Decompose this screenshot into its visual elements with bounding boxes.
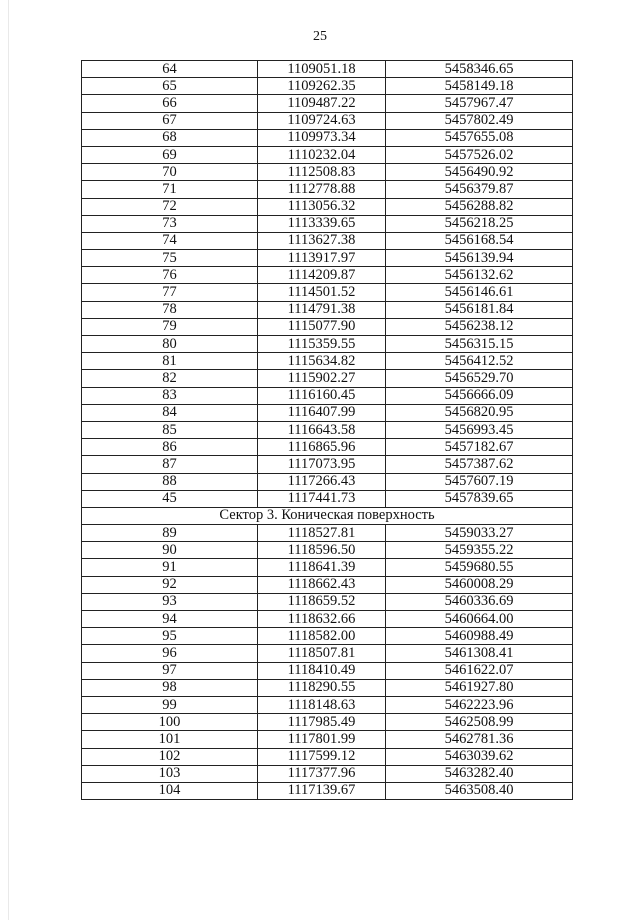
- y-coordinate-cell: 5459355.22: [386, 542, 573, 559]
- y-coordinate-cell: 5456993.45: [386, 421, 573, 438]
- y-coordinate-cell: 5458149.18: [386, 78, 573, 95]
- table-row: [82, 490, 573, 507]
- point-number-cell: 102: [82, 748, 258, 765]
- table-row: [82, 284, 573, 301]
- sector-heading-row: [82, 507, 573, 524]
- x-coordinate-cell: 1109973.34: [258, 129, 386, 146]
- point-number-cell: 87: [82, 456, 258, 473]
- x-coordinate-cell: 1118527.81: [258, 525, 386, 542]
- y-coordinate-cell: 5456666.09: [386, 387, 573, 404]
- table-row: [82, 61, 573, 78]
- point-number-cell: 104: [82, 782, 258, 799]
- point-number-cell: 77: [82, 284, 258, 301]
- point-number-cell: 80: [82, 336, 258, 353]
- x-coordinate-cell: 1116865.96: [258, 439, 386, 456]
- y-coordinate-cell: 5463282.40: [386, 765, 573, 782]
- point-number-cell: 71: [82, 181, 258, 198]
- y-coordinate-cell: 5456181.84: [386, 301, 573, 318]
- table-row: [82, 198, 573, 215]
- point-number-cell: 73: [82, 215, 258, 232]
- table-row: [82, 576, 573, 593]
- table-row: [82, 714, 573, 731]
- x-coordinate-cell: 1113339.65: [258, 215, 386, 232]
- point-number-cell: 82: [82, 370, 258, 387]
- x-coordinate-cell: 1117599.12: [258, 748, 386, 765]
- y-coordinate-cell: 5456490.92: [386, 164, 573, 181]
- point-number-cell: 103: [82, 765, 258, 782]
- x-coordinate-cell: 1113056.32: [258, 198, 386, 215]
- x-coordinate-cell: 1116643.58: [258, 421, 386, 438]
- point-number-cell: 84: [82, 404, 258, 421]
- table-row: [82, 164, 573, 181]
- point-number-cell: 97: [82, 662, 258, 679]
- x-coordinate-cell: 1117801.99: [258, 731, 386, 748]
- table-row: [82, 267, 573, 284]
- point-number-cell: 68: [82, 129, 258, 146]
- point-number-cell: 85: [82, 421, 258, 438]
- table-row: [82, 456, 573, 473]
- table-row: [82, 387, 573, 404]
- table-row: [82, 559, 573, 576]
- y-coordinate-cell: 5462781.36: [386, 731, 573, 748]
- point-number-cell: 76: [82, 267, 258, 284]
- x-coordinate-cell: 1118507.81: [258, 645, 386, 662]
- x-coordinate-cell: 1118290.55: [258, 679, 386, 696]
- table-row: [82, 215, 573, 232]
- table-row: [82, 628, 573, 645]
- x-coordinate-cell: 1118632.66: [258, 611, 386, 628]
- x-coordinate-cell: 1110232.04: [258, 146, 386, 163]
- y-coordinate-cell: 5462508.99: [386, 714, 573, 731]
- x-coordinate-cell: 1116407.99: [258, 404, 386, 421]
- point-number-cell: 86: [82, 439, 258, 456]
- table-row: [82, 645, 573, 662]
- scan-edge-line: [8, 0, 9, 920]
- y-coordinate-cell: 5460664.00: [386, 611, 573, 628]
- point-number-cell: 65: [82, 78, 258, 95]
- x-coordinate-cell: 1117985.49: [258, 714, 386, 731]
- point-number-cell: 72: [82, 198, 258, 215]
- y-coordinate-cell: 5462223.96: [386, 696, 573, 713]
- y-coordinate-cell: 5457802.49: [386, 112, 573, 129]
- x-coordinate-cell: 1118641.39: [258, 559, 386, 576]
- y-coordinate-cell: 5457607.19: [386, 473, 573, 490]
- y-coordinate-cell: 5457182.67: [386, 439, 573, 456]
- table-row: [82, 95, 573, 112]
- y-coordinate-cell: 5457655.08: [386, 129, 573, 146]
- x-coordinate-cell: 1117139.67: [258, 782, 386, 799]
- table-row: [82, 421, 573, 438]
- point-number-cell: 89: [82, 525, 258, 542]
- table-row: [82, 765, 573, 782]
- x-coordinate-cell: 1115359.55: [258, 336, 386, 353]
- y-coordinate-cell: 5460988.49: [386, 628, 573, 645]
- point-number-cell: 91: [82, 559, 258, 576]
- sector-heading: Сектор 3. Коническая поверхность: [82, 507, 573, 524]
- point-number-cell: 96: [82, 645, 258, 662]
- point-number-cell: 90: [82, 542, 258, 559]
- y-coordinate-cell: 5456412.52: [386, 353, 573, 370]
- y-coordinate-cell: 5457839.65: [386, 490, 573, 507]
- point-number-cell: 92: [82, 576, 258, 593]
- x-coordinate-cell: 1118662.43: [258, 576, 386, 593]
- table-row: [82, 679, 573, 696]
- x-coordinate-cell: 1109051.18: [258, 61, 386, 78]
- table-row: [82, 542, 573, 559]
- coordinates-table: [81, 60, 573, 800]
- x-coordinate-cell: 1118659.52: [258, 593, 386, 610]
- table-row: [82, 112, 573, 129]
- table-row: [82, 404, 573, 421]
- x-coordinate-cell: 1109487.22: [258, 95, 386, 112]
- y-coordinate-cell: 5456315.15: [386, 336, 573, 353]
- x-coordinate-cell: 1114501.52: [258, 284, 386, 301]
- table-row: [82, 232, 573, 249]
- table-row: [82, 301, 573, 318]
- y-coordinate-cell: 5460336.69: [386, 593, 573, 610]
- y-coordinate-cell: 5461622.07: [386, 662, 573, 679]
- y-coordinate-cell: 5457967.47: [386, 95, 573, 112]
- point-number-cell: 67: [82, 112, 258, 129]
- point-number-cell: 98: [82, 679, 258, 696]
- table-row: [82, 439, 573, 456]
- table-row: [82, 731, 573, 748]
- x-coordinate-cell: 1113917.97: [258, 250, 386, 267]
- table-row: [82, 129, 573, 146]
- x-coordinate-cell: 1115902.27: [258, 370, 386, 387]
- point-number-cell: 64: [82, 61, 258, 78]
- y-coordinate-cell: 5460008.29: [386, 576, 573, 593]
- table-row: [82, 370, 573, 387]
- table-row: [82, 473, 573, 490]
- point-number-cell: 100: [82, 714, 258, 731]
- y-coordinate-cell: 5456168.54: [386, 232, 573, 249]
- y-coordinate-cell: 5461927.80: [386, 679, 573, 696]
- y-coordinate-cell: 5456146.61: [386, 284, 573, 301]
- table-row: [82, 336, 573, 353]
- point-number-cell: 79: [82, 318, 258, 335]
- y-coordinate-cell: 5456238.12: [386, 318, 573, 335]
- y-coordinate-cell: 5459680.55: [386, 559, 573, 576]
- x-coordinate-cell: 1109262.35: [258, 78, 386, 95]
- x-coordinate-cell: 1109724.63: [258, 112, 386, 129]
- y-coordinate-cell: 5458346.65: [386, 61, 573, 78]
- y-coordinate-cell: 5457387.62: [386, 456, 573, 473]
- point-number-cell: 70: [82, 164, 258, 181]
- point-number-cell: 78: [82, 301, 258, 318]
- x-coordinate-cell: 1113627.38: [258, 232, 386, 249]
- y-coordinate-cell: 5456820.95: [386, 404, 573, 421]
- table-row: [82, 353, 573, 370]
- table-row: [82, 611, 573, 628]
- point-number-cell: 83: [82, 387, 258, 404]
- x-coordinate-cell: 1118582.00: [258, 628, 386, 645]
- x-coordinate-cell: 1112508.83: [258, 164, 386, 181]
- point-number-cell: 88: [82, 473, 258, 490]
- y-coordinate-cell: 5456132.62: [386, 267, 573, 284]
- table-row: [82, 748, 573, 765]
- x-coordinate-cell: 1117441.73: [258, 490, 386, 507]
- y-coordinate-cell: 5456139.94: [386, 250, 573, 267]
- point-number-cell: 69: [82, 146, 258, 163]
- x-coordinate-cell: 1114209.87: [258, 267, 386, 284]
- table-row: [82, 696, 573, 713]
- page-number: 25: [313, 29, 327, 44]
- x-coordinate-cell: 1117377.96: [258, 765, 386, 782]
- point-number-cell: 94: [82, 611, 258, 628]
- x-coordinate-cell: 1117073.95: [258, 456, 386, 473]
- x-coordinate-cell: 1118596.50: [258, 542, 386, 559]
- x-coordinate-cell: 1118410.49: [258, 662, 386, 679]
- point-number-cell: 75: [82, 250, 258, 267]
- x-coordinate-cell: 1112778.88: [258, 181, 386, 198]
- coordinates-table-body: [82, 61, 573, 800]
- table-row: [82, 525, 573, 542]
- point-number-cell: 95: [82, 628, 258, 645]
- point-number-cell: 93: [82, 593, 258, 610]
- y-coordinate-cell: 5456379.87: [386, 181, 573, 198]
- point-number-cell: 81: [82, 353, 258, 370]
- y-coordinate-cell: 5463039.62: [386, 748, 573, 765]
- table-row: [82, 181, 573, 198]
- table-row: [82, 662, 573, 679]
- x-coordinate-cell: 1117266.43: [258, 473, 386, 490]
- y-coordinate-cell: 5456529.70: [386, 370, 573, 387]
- point-number-cell: 45: [82, 490, 258, 507]
- table-row: [82, 250, 573, 267]
- table-row: [82, 593, 573, 610]
- y-coordinate-cell: 5456218.25: [386, 215, 573, 232]
- table-row: [82, 318, 573, 335]
- x-coordinate-cell: 1118148.63: [258, 696, 386, 713]
- x-coordinate-cell: 1115634.82: [258, 353, 386, 370]
- y-coordinate-cell: 5463508.40: [386, 782, 573, 799]
- point-number-cell: 74: [82, 232, 258, 249]
- y-coordinate-cell: 5457526.02: [386, 146, 573, 163]
- y-coordinate-cell: 5461308.41: [386, 645, 573, 662]
- x-coordinate-cell: 1116160.45: [258, 387, 386, 404]
- table-row: [82, 782, 573, 799]
- y-coordinate-cell: 5459033.27: [386, 525, 573, 542]
- x-coordinate-cell: 1114791.38: [258, 301, 386, 318]
- point-number-cell: 99: [82, 696, 258, 713]
- x-coordinate-cell: 1115077.90: [258, 318, 386, 335]
- y-coordinate-cell: 5456288.82: [386, 198, 573, 215]
- point-number-cell: 101: [82, 731, 258, 748]
- table-row: [82, 78, 573, 95]
- point-number-cell: 66: [82, 95, 258, 112]
- table-row: [82, 146, 573, 163]
